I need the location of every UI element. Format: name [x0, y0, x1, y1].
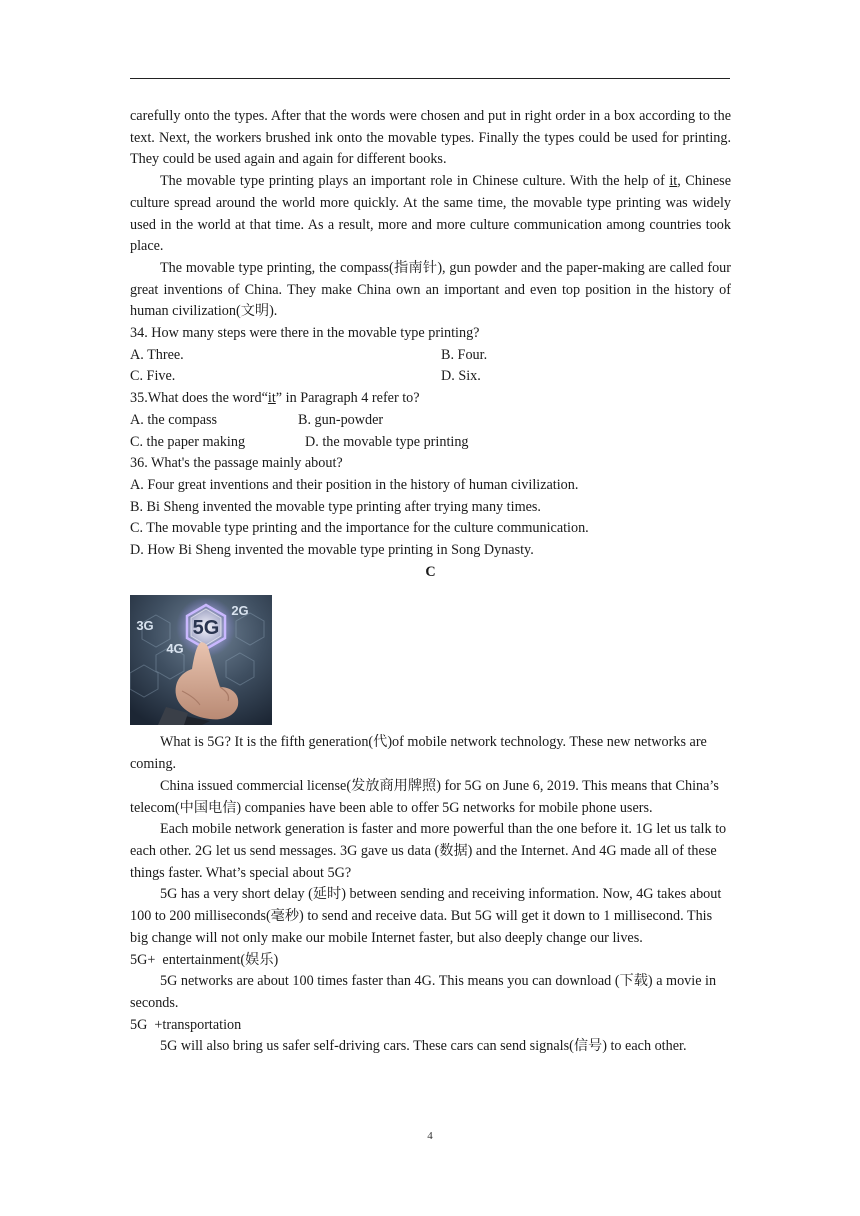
option-c: C. Five. — [130, 368, 176, 385]
passage-b-paragraph-2 — [130, 171, 731, 258]
paragraph-text: , Chinese culture spread around the world more quickly. At the same time, the movable type printing was widely used in the world at that time. As a result, more and more culture communication among countries took place. — [130, 173, 731, 255]
5g-label: 5G — [192, 617, 220, 640]
section-c-paragraph-1: What is 5G? It is the fifth generation(代)of mobile network technology. These new networks are coming. — [130, 734, 707, 773]
option-d: D. the movable type printing — [305, 433, 469, 450]
question-35-options-row-1 — [130, 410, 731, 432]
option-b: B. Four. — [441, 346, 488, 363]
option-c: C. The movable type printing and the importance for the culture communication. — [130, 520, 589, 537]
question-text: ” in Paragraph 4 refer to? — [275, 390, 420, 407]
underlined-word-it: it — [669, 173, 678, 190]
section-c-heading: C — [425, 563, 436, 580]
option-b: B. gun-powder — [298, 411, 384, 428]
question-35-stem — [130, 388, 731, 410]
5g-photo — [130, 595, 272, 725]
paragraph-text: The movable type printing plays an important role in Chinese culture. With the help of — [160, 173, 670, 190]
option-a: A. Four great inventions and their position in the history of human civilization. — [130, 476, 579, 493]
section-c-paragraph-2: China issued commercial license(发放商用牌照) for 5G on June 6, 2019. This means that China’s telecom(中国电信) companies have been able to offer 5G networks for mobile phone users. — [130, 777, 719, 816]
question-34-stem: 34. How many steps were there in the movable type printing? — [130, 325, 480, 342]
page-content — [130, 106, 731, 1058]
question-34-options-row-1 — [130, 345, 731, 367]
option-a: A. the compass — [130, 411, 218, 428]
question-text: 35.What does the word“ — [130, 390, 268, 407]
4g-label: 4G — [166, 641, 184, 657]
subheading-transportation: 5G +transportation — [130, 1016, 242, 1033]
option-d: D. How Bi Sheng invented the movable type printing in Song Dynasty. — [130, 542, 534, 559]
option-b: B. Bi Sheng invented the movable type printing after trying many times. — [130, 498, 541, 515]
question-36-stem: 36. What's the passage mainly about? — [130, 455, 343, 472]
passage-b-paragraph-3: The movable type printing, the compass(指南针), gun powder and the paper-making are called four great inventions of China. They make China own an important and even top position in the history of human civilization(文明). — [130, 259, 731, 320]
5g-hand-touch-image — [130, 595, 272, 725]
3g-label: 3G — [136, 618, 154, 634]
page-number: 4 — [427, 1130, 433, 1142]
option-c: C. the paper making — [130, 433, 246, 450]
header-rule — [130, 78, 730, 79]
subheading-entertainment: 5G+ entertainment(娱乐) — [130, 951, 279, 968]
section-c-paragraph-6: 5G will also bring us safer self-driving cars. These cars can send signals(信号) to each other. — [160, 1038, 687, 1055]
option-a: A. Three. — [130, 346, 184, 363]
option-d: D. Six. — [441, 368, 481, 385]
section-c-paragraph-4: 5G has a very short delay (延时) between sending and receiving information. Now, 4G takes about 100 to 200 milliseconds(毫秒) to send and receive data. But 5G will get it down to 1 millisecond. This big change will not only make our mobile Internet faster, but also deeply change our lives. — [130, 886, 722, 946]
question-34-options-row-2 — [130, 366, 731, 388]
underlined-word-it: it — [267, 390, 276, 407]
question-35-options-row-2 — [130, 432, 731, 454]
section-c-paragraph-3: Each mobile network generation is faster and more powerful than the one before it. 1G let us talk to each other. 2G let us send messages. 3G gave us data (数据) and the Internet. And 4G made all of these things faster. What’s special about 5G? — [130, 821, 727, 881]
2g-label: 2G — [231, 603, 249, 619]
section-c-paragraph-5: 5G networks are about 100 times faster than 4G. This means you can download (下载) a movie in seconds. — [130, 973, 717, 1011]
passage-b-paragraph-1: carefully onto the types. After that the words were chosen and put in right order in a box according to the text. Next, the workers brushed ink onto the movable types. Finally the types could be used for printing. They could be used again and again for different books. — [130, 108, 731, 168]
